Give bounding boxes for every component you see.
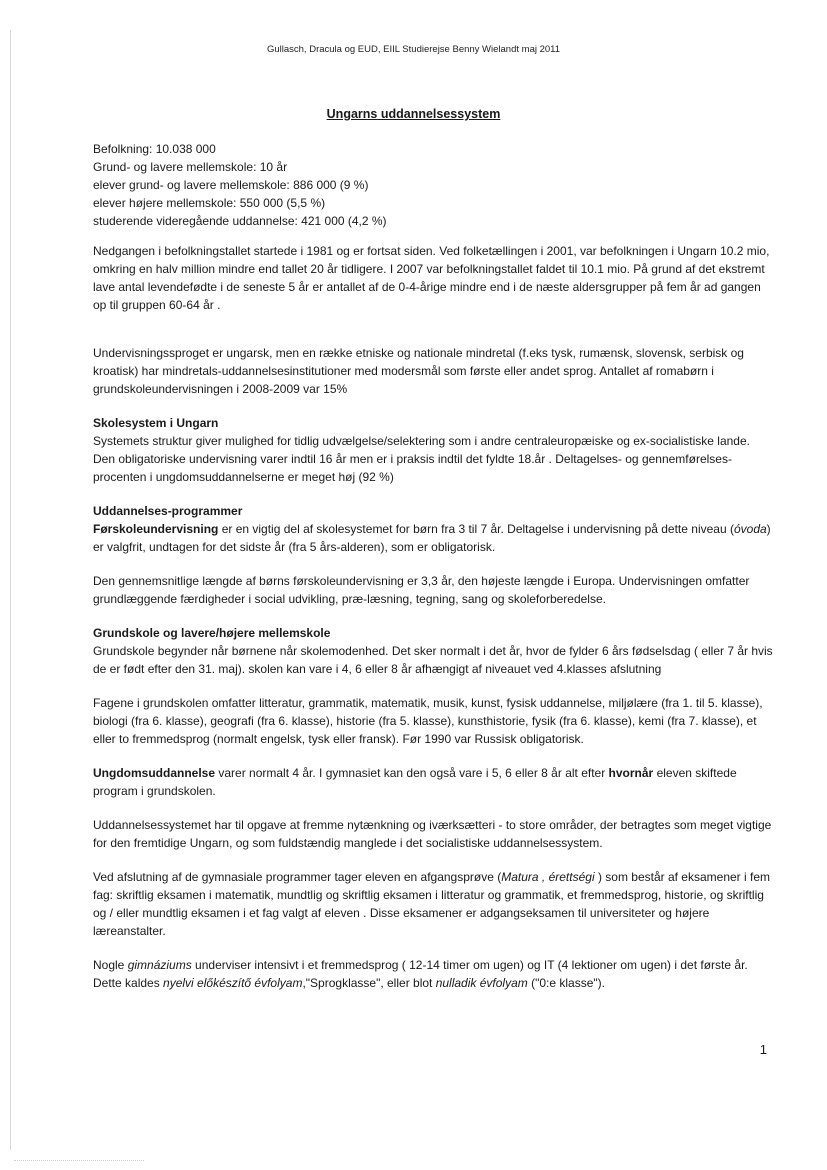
stats-block — [93, 140, 773, 230]
matura-text-1: Ved afslutning af de gymnasiale programmer tager eleven en afgangsprøve ( — [93, 870, 502, 884]
population-paragraph: Nedgangen i befolkningstallet startede i 1981 og er fortsat siden. Ved folketællingen i 2001, var befolkningen i Ungarn 10.2 mio, omkring en halv million mindre end tallet 20 år tidligere. I 2007 var befolkningstallet faldet til 10.1 mio. På grund af det ekstremt lave antal levendefødte i de seneste 5 år er antallet af de 0-4-årige mindre end i de næste aldersgrupper på fem år ad gangen op til gruppen 60-64 år . — [93, 244, 770, 312]
preschool-paragraph — [93, 520, 773, 556]
section-heading-skolesystem: Skolesystem i Ungarn — [93, 416, 219, 430]
youth-bold-word: hvornår — [608, 766, 654, 780]
preschool-lead: Førskoleundervisning — [93, 522, 219, 536]
footer-scan-dots — [14, 1160, 144, 1161]
stat-line: Befolkning: 10.038 000 — [93, 142, 216, 156]
gimnazium-paragraph — [93, 956, 773, 992]
page-number: 1 — [759, 1042, 767, 1057]
running-header: Gullasch, Dracula og EUD, EIIL Studierejse Benny Wielandt maj 2011 — [266, 44, 561, 55]
matura-text-2: ) som består af eksamener i fem fag: skriftlig eksamen i matematik, mundtlig og skriftlig eksamen i litteratur og grammatik, et fremmedsprog, historie, og skriftlig og / eller mundtlig eksamen i et fag valgt af eleven . Disse eksamener er adgangseksamen til universiteter og højere læreanstalter. — [93, 870, 771, 938]
youth-education-paragraph — [93, 764, 773, 800]
scan-edge-line — [10, 30, 11, 1150]
preschool-text-1: er en vigtig del af skolesystemet for børn fra 3 til 7 år. Deltagelse i undervisning på dette niveau ( — [218, 522, 734, 536]
stat-line: Grund- og lavere mellemskole: 10 år — [93, 160, 288, 174]
document-title: Ungarns uddannelsessystem — [326, 107, 501, 121]
gimnazium-term-1: gimnáziums — [127, 958, 192, 972]
youth-text-2: eleven skiftede program i grundskolen. — [93, 766, 737, 798]
document-body — [93, 140, 773, 992]
gimnazium-term-2: nyelvi előkészítő évfolyam — [163, 976, 303, 990]
preschool-term: óvoda — [733, 522, 767, 536]
gimnazium-term-3: nulladik évfolyam — [435, 976, 528, 990]
youth-text-1: varer normalt 4 år. I gymnasiet kan den også vare i 5, 6 eller 8 år alt efter — [215, 766, 609, 780]
gimnazium-text-1: Nogle — [93, 958, 128, 972]
gimnazium-text-2: underviser intensivt i et fremmedsprog ( 12-14 timer om ugen) og IT (4 lektioner om ugen) i det første år. Dette kaldes — [93, 958, 748, 990]
preschool-text-2: ) er valgfrit, undtagen for det sidste år (fra 5 års-alderen), som er obligatorisk. — [93, 522, 771, 554]
stat-line: elever højere mellemskole: 550 000 (5,5 %) — [93, 196, 326, 210]
matura-paragraph — [93, 868, 773, 940]
youth-education-lead: Ungdomsuddannelse — [93, 766, 216, 780]
skolesystem-paragraph: Systemets struktur giver mulighed for tidlig udvælgelse/selektering som i andre centraleuropæiske og ex-socialistiske lande. Den obligatoriske undervisning varer indtil 16 år men er i praksis indtil det fyldte 18.år . Deltagelses- og gennemførelses-procenten i ungdomsuddannelserne er meget høj (92 %) — [93, 434, 750, 484]
gimnazium-text-3: ,"Sprogklasse", eller blot — [302, 976, 436, 990]
innovation-paragraph: Uddannelsessystemet har til opgave at fremme nytænkning og iværksætteri - to store områder, der betragtes som meget vigtige for den fremtidige Ungarn, og som fuldstændig manglede i det socialistiske uddannelsessystem. — [93, 818, 772, 850]
stat-line: studerende videregående uddannelse: 421 000 (4,2 %) — [93, 214, 387, 228]
preschool-length-paragraph: Den gennemsnitlige længde af børns førskoleundervisning er 3,3 år, den højeste længde i Europa. Undervisningen omfatter grundlæggende færdigheder i social udvikling, præ-læsning, tegning, sang og skoleforberedelse. — [93, 574, 750, 606]
section-heading-grundskole: Grundskole og lavere/højere mellemskole — [93, 626, 331, 640]
gimnazium-text-4: ("0:e klasse"). — [527, 976, 605, 990]
section-heading-programmer: Uddannelses-programmer — [93, 504, 243, 518]
matura-term: Matura , érettségi — [501, 870, 595, 884]
language-paragraph: Undervisningssproget er ungarsk, men en række etniske og nationale mindretal (f.eks tysk, rumænsk, slovensk, serbisk og kroatisk) har mindretals-uddannelsesinstitutioner med modersmål som første eller andet sprog. Antallet af romabørn i grundskoleundervisningen i 2008-2009 var 15% — [93, 346, 744, 396]
subjects-paragraph: Fagene i grundskolen omfatter litteratur, grammatik, matematik, musik, kunst, fysisk uddannelse, miljølære (fra 1. til 5. klasse), biologi (fra 6. klasse), geografi (fra 6. klasse), historie (fra 5. klasse), kunsthistorie, fysik (fra 6. klasse), kemi (fra 7. klasse), et eller to fremmedsprog (normalt engelsk, tysk eller fransk). Før 1990 var Russisk obligatorisk. — [93, 696, 763, 746]
grundskole-paragraph: Grundskole begynder når børnene når skolemodenhed. Det sker normalt i det år, hvor de fylder 6 års fødselsdag ( eller 7 år hvis de er født efter den 31. maj). skolen kan vare i 4, 6 eller 8 år afhængigt af niveauet ved 4.klasses afslutning — [93, 644, 773, 676]
stat-line: elever grund- og lavere mellemskole: 886 000 (9 %) — [93, 178, 369, 192]
